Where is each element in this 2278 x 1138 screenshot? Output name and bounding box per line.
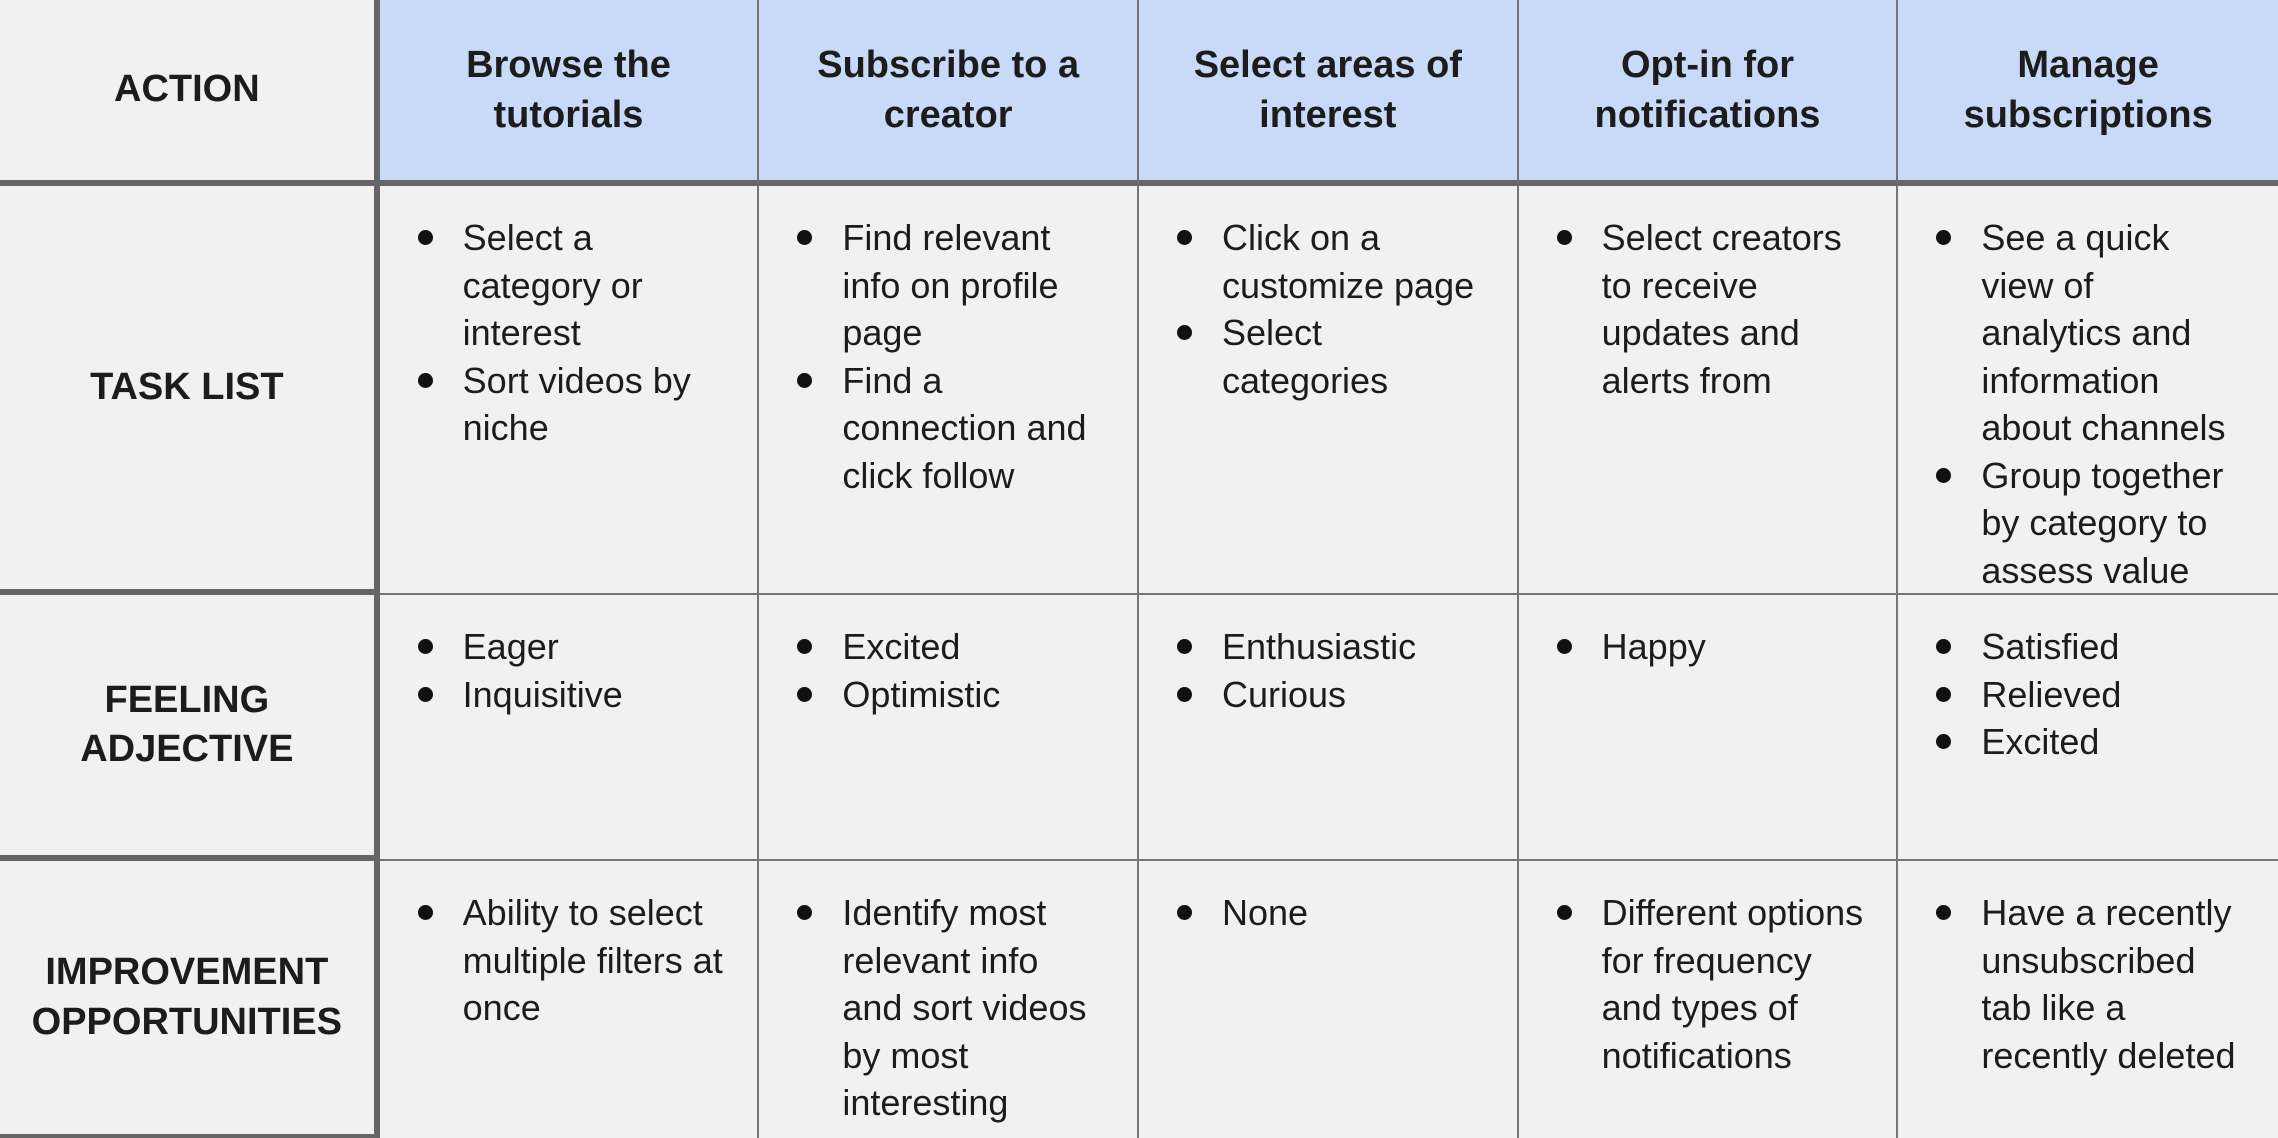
list-item-text: Ability to select multiple filters at once [462,892,723,1029]
header-cell-opt-in-for-notifications [1519,0,1899,186]
list-item-text: Different options for frequency and types of notifications [1601,892,1864,1076]
header-cell-subscribe-to-a-creator [759,0,1139,186]
bullet-list [1936,623,2238,766]
bullet-icon [797,639,812,654]
list-item-text: Eager [462,626,559,667]
list-item-text: See a quick view of analytics and information about channels [1981,217,2226,449]
list-item-text: None [1221,892,1309,933]
list-item [418,889,728,1032]
list-item [418,357,728,452]
list-item-text: Curious [1221,673,1347,715]
bullet-icon [418,639,433,654]
bullet-list [1936,889,2238,1079]
column-header-label: Select areas of interest [1193,43,1462,136]
list-item [1177,214,1487,309]
list-item-text: Find a connection and click follow [842,359,1087,496]
row-label-improvement-opportunities [0,861,380,1138]
bullet-list [1557,889,1867,1079]
column-header-label: Subscribe to a creator [817,43,1080,136]
list-item [1936,214,2238,452]
bullet-icon [1557,905,1572,920]
header-cell-select-areas-of-interest [1139,0,1519,186]
bullet-icon [1177,230,1192,245]
list-item-text: Select a category or interest [462,217,643,354]
bullet-icon [1936,230,1951,245]
list-item [1936,889,2238,1079]
cell-task-list-manage-subscriptions [1898,186,2278,595]
bullet-icon [1936,905,1951,920]
list-item [1177,671,1487,719]
list-item-text: Excited [842,626,961,667]
cell-feeling-opt-in [1519,595,1899,861]
list-item [1936,671,2238,719]
list-item-text: Sort videos by niche [462,359,691,449]
cell-improvement-manage-subscriptions [1898,861,2278,1138]
cell-improvement-opt-in [1519,861,1899,1138]
list-item-text: Happy [1601,626,1706,667]
list-item-text: Group together by category to assess value [1981,454,2224,591]
cell-task-list-subscribe-creator [759,186,1139,595]
bullet-icon [418,905,433,920]
bullet-icon [1177,639,1192,654]
column-header-label: Opt-in for notifications [1594,43,1821,136]
bullet-list [1177,623,1487,718]
list-item [418,623,728,671]
list-item-text: Identify most relevant info and sort videos by most interesting [842,892,1087,1124]
row-label-text: TASK LIST [90,365,284,408]
list-item-text: Select creators to receive updates and alerts from [1601,217,1842,401]
list-item [1557,889,1867,1079]
list-item [418,671,728,719]
bullet-list [1557,623,1867,671]
bullet-icon [1557,230,1572,245]
list-item-text: Click on a customize page [1221,217,1475,306]
row-label-text: FEELING ADJECTIVE [80,678,294,770]
bullet-icon [797,230,812,245]
bullet-icon [418,373,433,388]
bullet-list [797,623,1107,718]
cell-task-list-opt-in [1519,186,1899,595]
cell-feeling-select-areas [1139,595,1519,861]
row-label-feeling-adjective [0,595,380,861]
bullet-list [1557,214,1867,404]
bullet-icon [797,905,812,920]
list-item [1557,214,1867,404]
list-item [797,623,1107,671]
bullet-list [418,623,728,718]
corner-label: ACTION [114,68,260,111]
bullet-icon [797,687,812,702]
cell-feeling-subscribe-creator [759,595,1139,861]
list-item [797,671,1107,719]
bullet-list [797,889,1107,1127]
bullet-list [418,889,728,1032]
cell-feeling-manage-subscriptions [1898,595,2278,861]
header-cell-browse-the-tutorials [380,0,760,186]
list-item-text: Relieved [1981,673,2122,715]
list-item [1177,309,1487,404]
cell-improvement-subscribe-creator [759,861,1139,1138]
list-item [1936,623,2238,671]
bullet-list [418,214,728,452]
bullet-icon [418,687,433,702]
bullet-icon [797,373,812,388]
bullet-list [1177,214,1487,404]
list-item-text: Inquisitive [462,673,623,715]
bullet-icon [418,230,433,245]
list-item-text: Satisfied [1981,626,2120,667]
list-item [797,889,1107,1127]
bullet-icon [1177,325,1192,340]
column-header-label: Browse the tutorials [466,43,671,136]
cell-feeling-browse-tutorials [380,595,760,861]
header-cell-manage-subscriptions [1898,0,2278,186]
cell-task-list-browse-tutorials [380,186,760,595]
bullet-list [797,214,1107,499]
list-item [1177,889,1487,937]
bullet-icon [1177,687,1192,702]
list-item-text: Enthusiastic [1221,626,1417,667]
row-label-text: IMPROVEMENT OPPORTUNITIES [31,951,343,1043]
header-cell-action [0,0,380,186]
cell-task-list-select-areas [1139,186,1519,595]
list-item [1936,718,2238,766]
bullet-icon [1936,468,1951,483]
bullet-icon [1936,687,1951,702]
list-item [1936,452,2238,595]
list-item [797,214,1107,357]
bullet-icon [1557,639,1572,654]
bullet-icon [1177,905,1192,920]
cell-improvement-select-areas [1139,861,1519,1138]
column-header-label: Manage subscriptions [1963,43,2213,136]
cell-improvement-browse-tutorials [380,861,760,1138]
bullet-icon [1936,639,1951,654]
bullet-list [1936,214,2238,594]
list-item-text: Optimistic [842,673,1001,715]
row-label-task-list [0,186,380,595]
list-item [1557,623,1867,671]
list-item [1177,623,1487,671]
bullet-icon [1936,734,1951,749]
bullet-list [1177,889,1487,937]
list-item-text: Find relevant info on profile page [842,217,1059,354]
list-item [797,357,1107,500]
list-item-text: Excited [1981,721,2100,763]
list-item [418,214,728,357]
list-item-text: Have a recently unsubscribed tab like a recently deleted [1981,892,2236,1076]
list-item-text: Select categories [1221,312,1389,401]
